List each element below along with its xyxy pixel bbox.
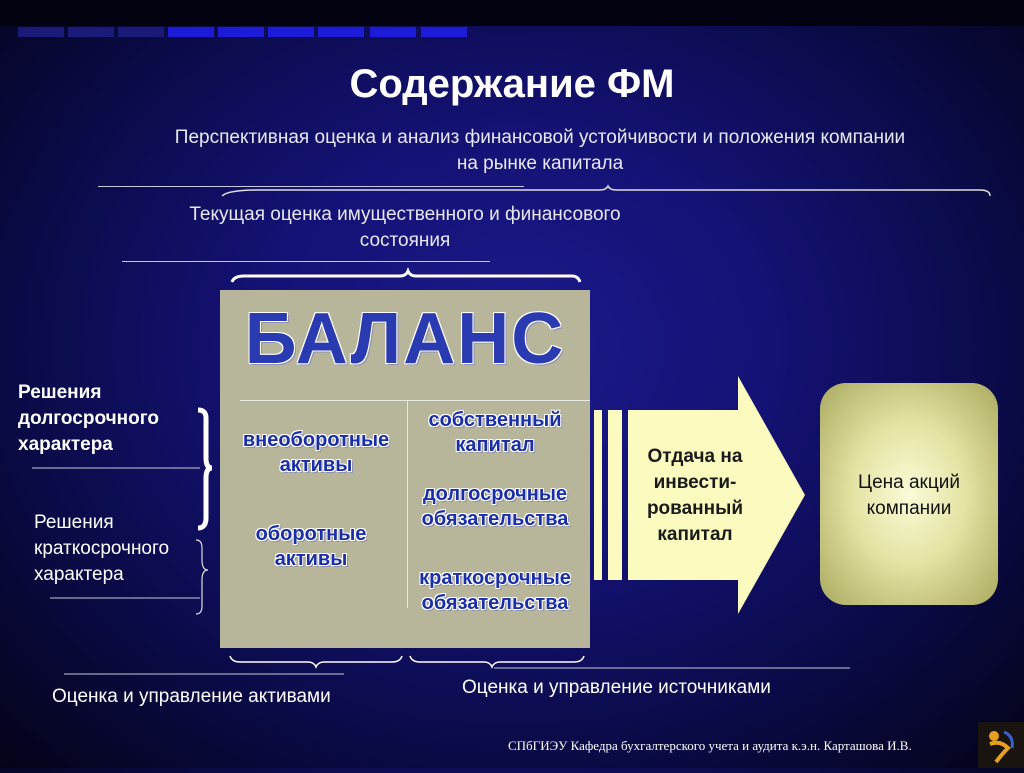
sources-management-label: Оценка и управление источниками: [462, 677, 771, 698]
current-assets-line-2: активы: [274, 548, 348, 570]
short-term-line-2: краткосрочного: [34, 538, 170, 559]
short-term-line-3: характера: [34, 564, 124, 585]
equity-line-2: капитал: [455, 434, 535, 456]
return-line-4: капитал: [657, 524, 733, 545]
long-term-line-1: Решения: [18, 382, 102, 403]
short-term-brace: [196, 540, 208, 614]
noncurrent-assets-line-1: внеоборотные: [242, 429, 390, 451]
share-price-line-2: компании: [866, 498, 952, 519]
equity-line-1: собственный: [428, 409, 562, 431]
long-term-brace: [198, 410, 212, 528]
perspective-line-2: на рынке капитала: [456, 153, 624, 174]
current-line-1: Текущая оценка имущественного и финансового: [189, 204, 621, 225]
return-on-capital-text: [620, 444, 770, 548]
short-term-liabilities-line-1: краткосрочные: [419, 567, 571, 589]
figure-logo-icon: [978, 722, 1024, 768]
arrow-bar: [594, 410, 602, 580]
top-brace-perspective: [222, 186, 990, 196]
long-term-line-2: долгосрочного: [18, 408, 159, 429]
share-price-line-1: Цена акций: [858, 472, 960, 493]
return-line-2: инвести-: [653, 472, 737, 493]
short-term-decisions-label: [34, 510, 169, 588]
noncurrent-assets-line-2: активы: [279, 454, 353, 476]
share-price-text: [820, 470, 998, 522]
return-line-1: Отдача на: [647, 446, 743, 467]
bottom-brace-assets: [230, 656, 402, 667]
long-term-liabilities-line-1: долгосрочные: [422, 483, 568, 505]
short-term-liabilities-line-2: обязательства: [421, 592, 569, 614]
assets-management-label: Оценка и управление активами: [52, 686, 331, 707]
top-brace-current: [232, 271, 580, 282]
perspective-line-1: Перспективная оценка и анализ финансовой устойчивости и положения компании: [174, 127, 906, 148]
current-assets-line-1: оборотные: [255, 523, 367, 545]
page-title: Содержание ФМ: [349, 62, 675, 106]
short-term-line-1: Решения: [34, 512, 114, 533]
long-term-decisions-label: [18, 380, 159, 458]
return-line-3: рованный: [646, 498, 744, 519]
long-term-liabilities-line-2: обязательства: [421, 508, 569, 530]
figure-logo-icon: [978, 722, 1024, 768]
balance-title: БАЛАНС: [244, 299, 566, 379]
long-term-line-3: характера: [18, 434, 113, 455]
footer-text: СПбГИЭУ Кафедра бухгалтерского учета и аудита к.э.н. Карташова И.В.: [508, 738, 912, 753]
current-line-2: состояния: [359, 230, 451, 251]
bottom-brace-sources: [410, 656, 584, 667]
